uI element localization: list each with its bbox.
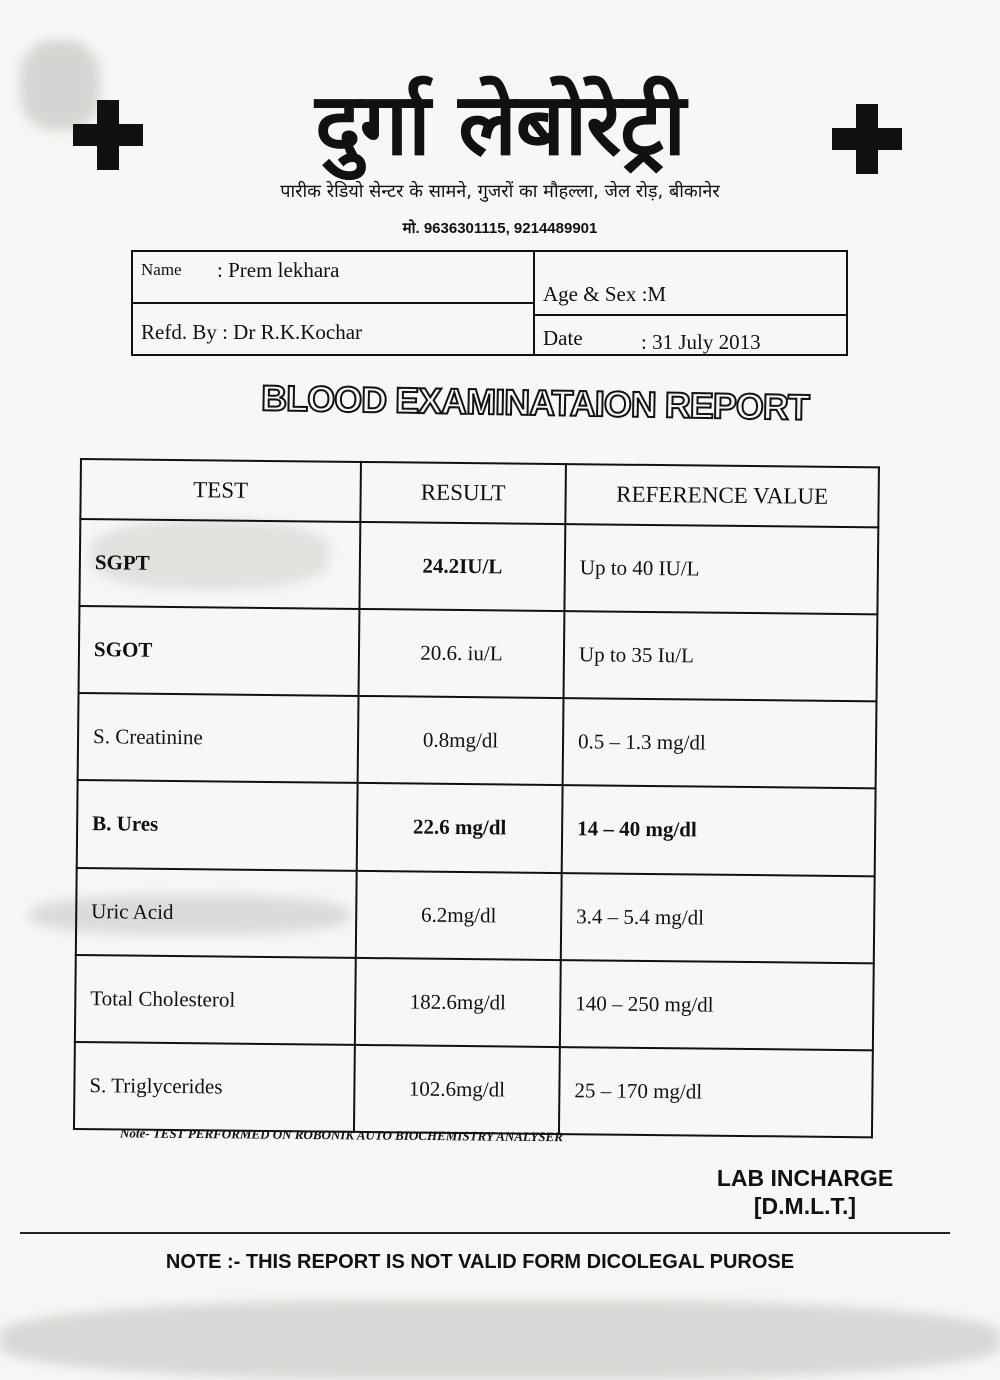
qualification-label: [D.M.L.T.] [753, 1193, 857, 1219]
header-reference: REFERENCE VALUE [565, 464, 879, 527]
test-reference: Up to 35 Iu/L [564, 611, 878, 701]
lab-address: पारीक रेडियो सेन्टर के सामने, गुजरों का मौहल्ला, जेल रोड़, बीकानेर [280, 181, 720, 202]
table-row [75, 955, 874, 1050]
patient-name: : Prem lekhara [217, 258, 340, 282]
test-result: 20.6. iu/L [359, 609, 565, 698]
table-row [79, 606, 878, 701]
test-reference: 0.5 – 1.3 mg/dl [563, 698, 877, 788]
table-row [78, 693, 877, 788]
test-result: 182.6mg/dl [355, 958, 561, 1047]
test-name: SGPT [79, 519, 360, 609]
test-result: 102.6mg/dl [354, 1045, 560, 1134]
test-reference: 3.4 – 5.4 mg/dl [561, 873, 875, 963]
footer-divider [20, 1232, 950, 1234]
test-result: 6.2mg/dl [356, 870, 562, 959]
footer-note: NOTE :- THIS REPORT IS NOT VALID FORM DICOLEGAL PUROSE [165, 1251, 795, 1273]
patient-info-box [131, 250, 848, 356]
test-name: Uric Acid [76, 868, 357, 958]
date-label: Date [543, 326, 583, 350]
results-table [73, 458, 880, 1138]
lab-phone: मो. 9636301115, 9214489901 [402, 220, 598, 237]
report-date: : 31 July 2013 [641, 330, 761, 354]
report-title: BLOOD EXAMINATAION REPORT [260, 377, 810, 428]
test-name: S. Creatinine [78, 693, 359, 783]
analyser-note: Note- TEST PERFORMED ON ROBONIK AUTO BIOCHEMISTRY ANALYSER [119, 1125, 563, 1145]
left-cross-icon [73, 100, 143, 170]
name-label: Name [141, 260, 182, 279]
table-row [74, 1042, 873, 1138]
test-result: 0.8mg/dl [358, 696, 564, 785]
test-name: B. Ures [77, 780, 358, 870]
table-header-row [80, 459, 879, 527]
table-row [76, 868, 875, 963]
table-row [77, 780, 876, 875]
signature-block [700, 1164, 910, 1220]
header-test: TEST [80, 459, 361, 522]
test-reference: 140 – 250 mg/dl [560, 960, 874, 1050]
test-name: SGOT [79, 606, 360, 696]
header-result: RESULT [360, 462, 566, 524]
age-sex: Age & Sex :M [543, 282, 667, 306]
lab-incharge-label: LAB INCHARGE [716, 1165, 894, 1191]
test-reference: 25 – 170 mg/dl [559, 1047, 873, 1137]
test-result: 22.6 mg/dl [357, 783, 563, 872]
test-result: 24.2IU/L [359, 522, 565, 611]
referred-by: Refd. By : Dr R.K.Kochar [141, 320, 363, 344]
test-reference: 14 – 40 mg/dl [562, 785, 876, 875]
lab-name: दुर्गा लेबोरेट्री [315, 75, 685, 175]
test-name: Total Cholesterol [75, 955, 356, 1045]
scan-smudge [0, 1300, 1000, 1380]
table-row [79, 519, 878, 614]
test-reference: Up to 40 IU/L [564, 524, 878, 614]
test-name: S. Triglycerides [74, 1042, 355, 1132]
